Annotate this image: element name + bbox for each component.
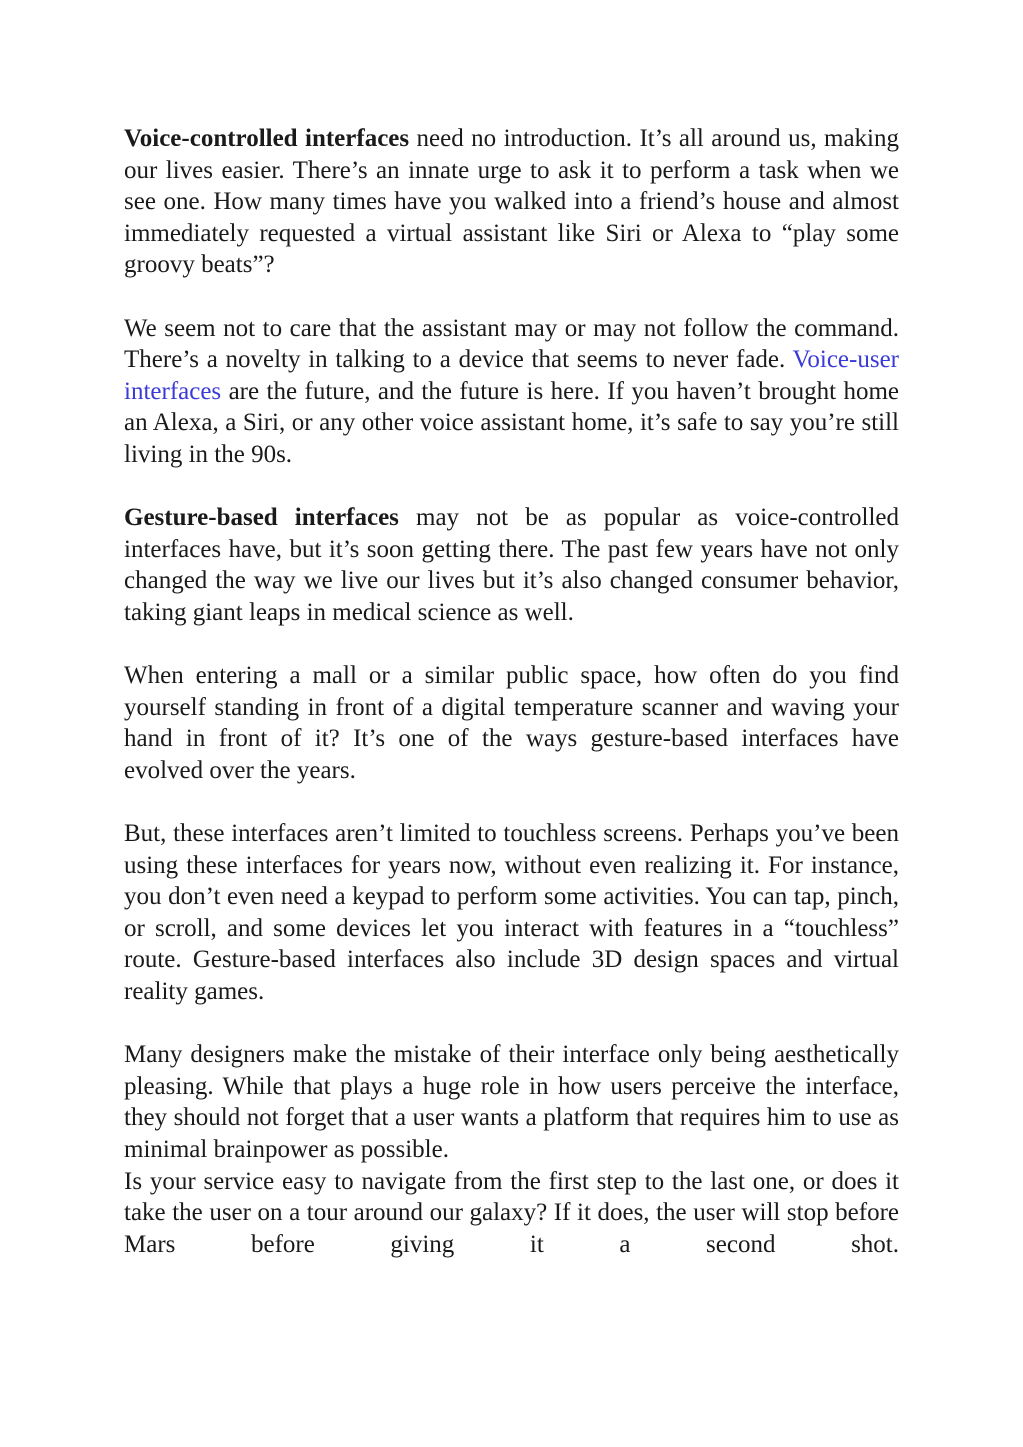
- paragraph-touchless: [124, 818, 899, 1008]
- paragraph-text: We seem not to care that the assistant may or may not follow the command. There’s a novelty in talking to a device that seems to never fade.: [124, 314, 899, 374]
- paragraph-temperature-scanner: [124, 660, 899, 786]
- document-body: [124, 123, 899, 1260]
- paragraph-lead-gesture-based: Gesture-based interfaces: [124, 504, 399, 532]
- paragraph-navigation: [124, 1166, 899, 1261]
- voice-user-interfaces-link[interactable]: Voice-user interfaces: [124, 346, 899, 405]
- paragraph-lead-voice-controlled: Voice-controlled interfaces: [124, 125, 410, 152]
- paragraph-voice-controlled: [124, 123, 899, 281]
- paragraph-text: But, these interfaces aren’t limited to touchless screens. Perhaps you’ve been using these interfaces for years now, without even realizing it. For instance, you don’t even need a keypad to perform some activities. You can tap, pinch, or scroll, and some devices let you interact with features in a “touchless” route. Gesture-based interfaces also include 3D design spaces and virtual reality games.: [124, 820, 899, 1006]
- paragraph-text: Is your service easy to navigate from the first step to the last one, or does it take the user on a tour around our galaxy? If it does, the user will stop before Mars before giving it a second shot.: [124, 1167, 899, 1258]
- paragraph-text: may not be as popular as voice-controlled interfaces have, but it’s soon getting there. The past few years have not only changed the way we live our lives but it’s also changed consumer behavior, taking giant leaps in medical science as well.: [124, 504, 900, 626]
- paragraph-text: Many designers make the mistake of their interface only being aesthetically pleasing. While that plays a huge role in how users perceive the interface, they should not forget that a user wants a platform that requires him to use as minimal brainpower as possible.: [124, 1041, 899, 1163]
- paragraph-text: need no introduction. It’s all around us, making our lives easier. There’s an innate urge to ask it to perform a task when we see one. How many times have you walked into a friend’s house and almost immediately requested a virtual assistant like Siri or Alexa to “play some groovy beats”?: [124, 125, 899, 279]
- paragraph-text: When entering a mall or a similar public space, how often do you find yourself standing in front of a digital temperature scanner and waving your hand in front of it? It’s one of the ways gesture-based interfaces have evolved over the years.: [124, 662, 899, 784]
- paragraph-designers: [124, 1039, 899, 1165]
- paragraph-voice-user: [124, 313, 899, 471]
- paragraph-gesture-based: [124, 502, 899, 628]
- paragraph-text: are the future, and the future is here. If you haven’t brought home an Alexa, a Siri, or any other voice assistant home, it’s safe to say you’re still living in the 90s.: [124, 377, 899, 468]
